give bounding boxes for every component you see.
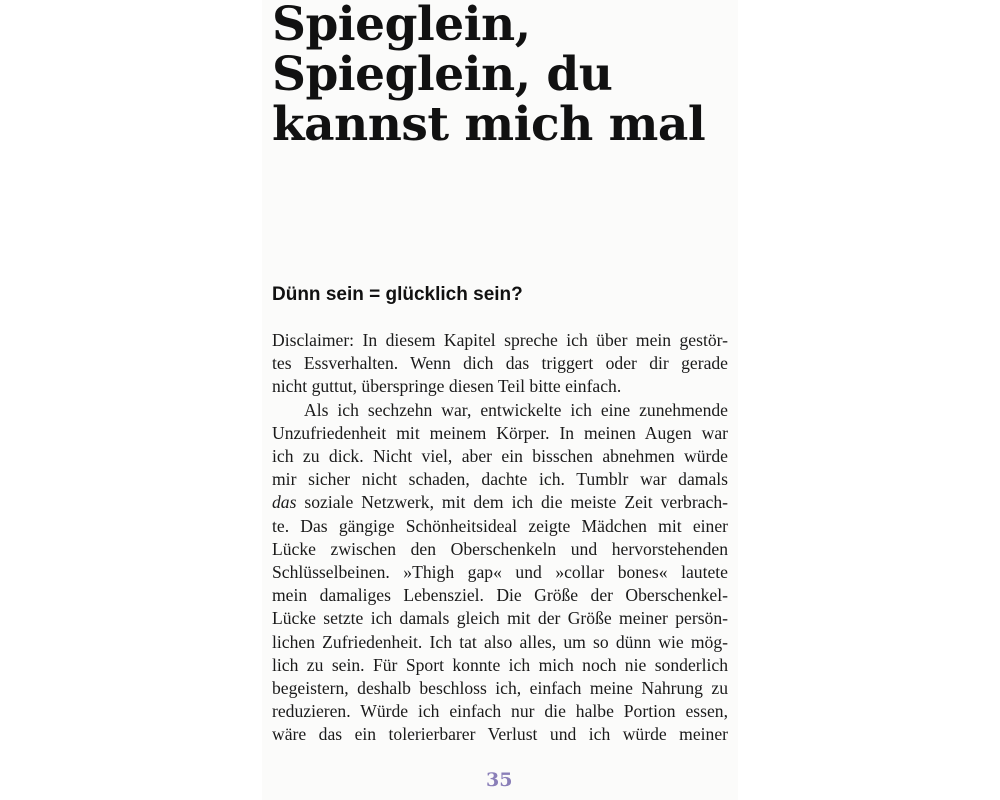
emphasis-das: das — [272, 492, 297, 513]
body-line: Disclaimer: In diesem Kapitel spreche ich über mein gestör- — [272, 330, 728, 350]
body-line: Unzufriedenheit mit meinem Körper. In meinen Augen war — [272, 422, 728, 443]
body-line-with-emphasis — [272, 491, 728, 514]
body-line: mir sicher nicht schaden, dachte ich. Tumblr war damals — [272, 469, 728, 490]
body-line: nicht guttut, überspringe diesen Teil bitte einfach. — [272, 376, 622, 397]
chapter-title — [272, 0, 742, 150]
body-line: mein damaliges Lebensziel. Die Größe der Oberschenkel- — [272, 585, 728, 606]
body-line: lich zu sein. Für Sport konnte ich mich noch nie sonderlich — [272, 654, 728, 675]
body-line: Als ich sechzehn war, entwickelte ich eine zunehmende — [304, 399, 728, 420]
body-line: reduzieren. Würde ich einfach nur die halbe Portion essen, — [272, 701, 728, 722]
chapter-title-line: kannst mich mal — [272, 97, 706, 152]
body-line: Lücke setzte ich damals gleich mit der Größe meiner persön- — [272, 608, 728, 629]
body-line-rest: soziale Netzwerk, mit dem ich die meiste Zeit verbrach- — [304, 492, 728, 513]
body-line: Schlüsselbeinen. »Thigh gap« und »collar bones« lautete — [272, 562, 728, 583]
body-line: wäre das ein tolerierbarer Verlust und ich würde meiner — [272, 724, 728, 745]
page-number: 35 — [486, 769, 513, 791]
body-line: Lücke zwischen den Oberschenkeln und hervorstehenden — [272, 538, 728, 559]
section-heading: Dünn sein = glücklich sein? — [272, 284, 523, 305]
body-line: begeistern, deshalb beschloss ich, einfach meine Nahrung zu — [272, 678, 728, 699]
body-line: lichen Zufriedenheit. Ich tat also alles, um so dünn wie mög- — [272, 631, 728, 652]
body-text — [272, 329, 728, 747]
body-line: tes Essverhalten. Wenn dich das triggert oder dir gerade — [272, 353, 728, 374]
chapter-title-line: Spieglein, du — [272, 47, 613, 102]
body-line: ich zu dick. Nicht viel, aber ein bisschen abnehmen würde — [272, 446, 728, 467]
body-line: te. Das gängige Schönheitsideal zeigte Mädchen mit einer — [272, 515, 728, 536]
chapter-title-line: Spieglein, — [272, 0, 531, 52]
